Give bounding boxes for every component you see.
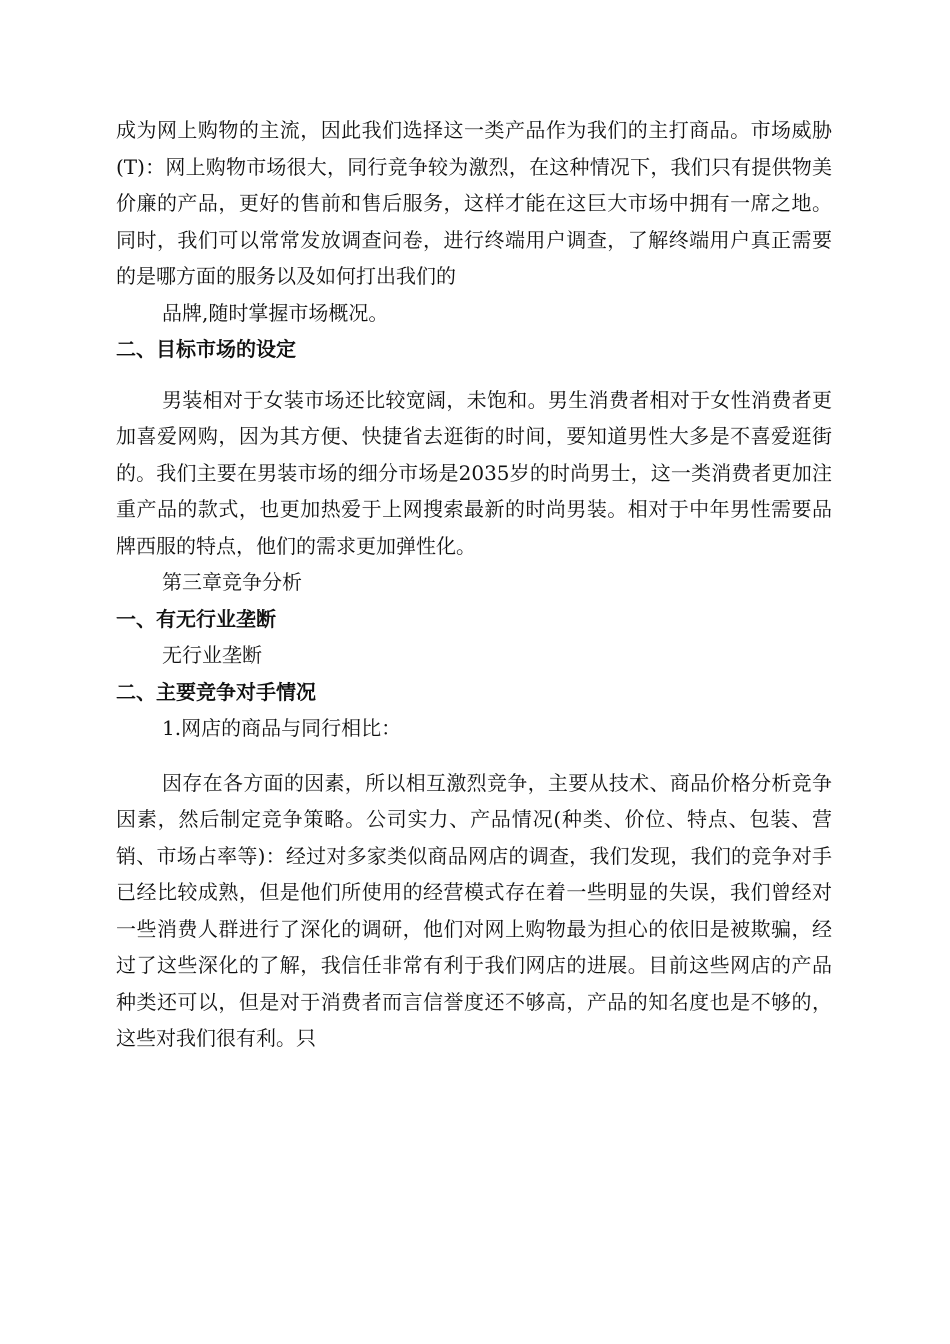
heading-monopoly: 一、有无行业垄断 bbox=[116, 606, 276, 631]
paragraph-target-market: 男装相对于女装市场还比较宽阔，未饱和。男生消费者相对于女性消费者更加喜爱网购，因为其方便、快捷省去逛街的时间，要知道男性大多是不喜爱逛街的。我们主要在男装市场的细分市场是2035岁的时尚男士，这一类消费者更加注重产品的款式，也更加热爱于上网搜索最新的时尚男装。相对于中年男性需要品牌西服的特点，他们的需求更加弹性化。 bbox=[116, 387, 832, 558]
chapter-title: 第三章竞争分析 bbox=[162, 570, 302, 594]
document-page bbox=[116, 112, 832, 1057]
paragraph-market-threat: 成为网上购物的主流，因此我们选择这一类产品作为我们的主打商品。市场威胁(T)：网上购物市场很大，同行竞争较为激烈，在这种情况下，我们只有提供物美价廉的产品，更好的售前和售后服务，这样才能在这巨大市场中拥有一席之地。同时，我们可以常常发放调查问卷，进行终端用户调查，了解终端用户真正需要的是哪方面的服务以及如何打出我们的 bbox=[116, 118, 832, 288]
heading-target-market: 二、目标市场的设定 bbox=[116, 337, 296, 361]
paragraph-brand: 品牌,随时掌握市场概况。 bbox=[162, 300, 389, 325]
paragraph-competition-analysis: 因存在各方面的因素，所以相互激烈竞争，主要从技术、商品价格分析竞争因素，然后制定竞争策略。公司实力、产品情况(种类、价位、特点、包装、营销、市场占率等)：经过对多家类似商品网店的调查，我们发现，我们的竞争对手已经比较成熟，但是他们所使用的经营模式存在着一些明显的失误，我们曾经对一些消费人群进行了深化的调研，他们对网上购物最为担心的依旧是被欺骗，经过了这些深化的了解，我信任非常有利于我们网店的进展。目前这些网店的产品种类还可以，但是对于消费者而言信誉度还不够高，产品的知名度也是不够的，这些对我们很有利。只 bbox=[116, 770, 832, 1050]
paragraph-comparison-label: 1.网店的商品与同行相比： bbox=[162, 716, 402, 740]
paragraph-no-monopoly: 无行业垄断 bbox=[162, 643, 262, 667]
heading-competitors: 二、主要竞争对手情况 bbox=[116, 679, 316, 704]
